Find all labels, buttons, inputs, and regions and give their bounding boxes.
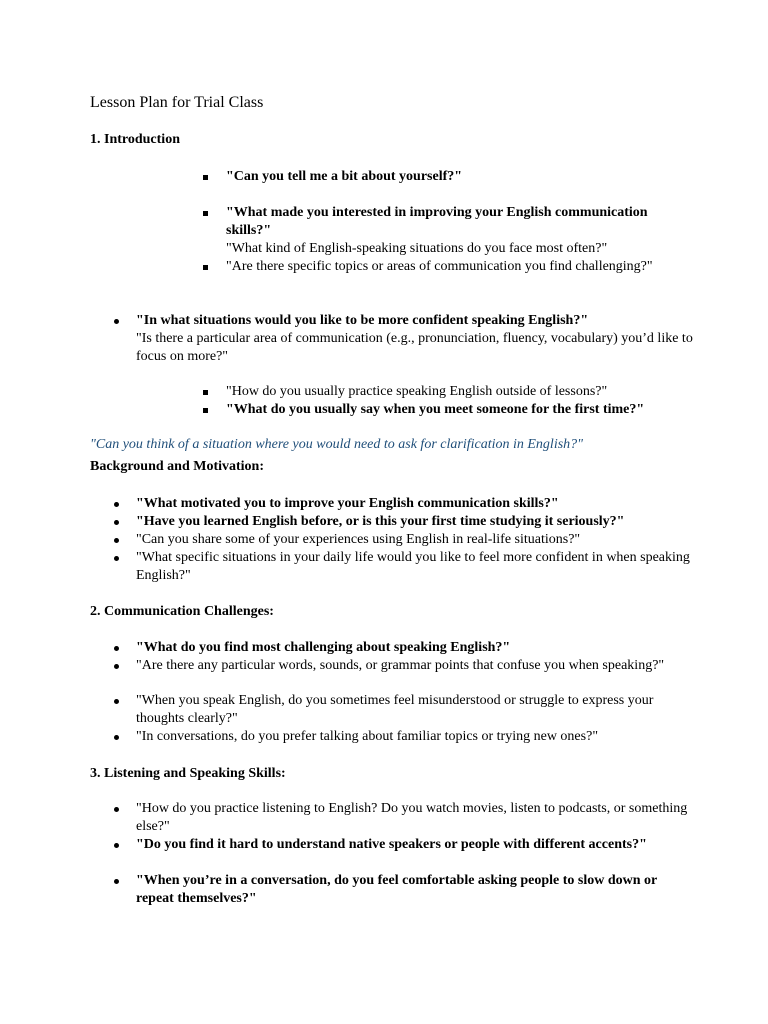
page-title: Lesson Plan for Trial Class: [90, 94, 264, 111]
list-item: "What specific situations in your daily life would you like to feel more confident in when speaking English?": [136, 549, 696, 585]
list-item: "Can you tell me a bit about yourself?": [226, 168, 696, 186]
clarification-question: "Can you think of a situation where you would need to ask for clarification in English?": [90, 437, 584, 452]
list-item: "How do you usually practice speaking English outside of lessons?": [226, 383, 696, 401]
section-heading-challenges: 2. Communication Challenges:: [90, 604, 274, 619]
list-item: "Can you share some of your experiences using English in real-life situations?": [136, 531, 696, 549]
list-item: "Do you find it hard to understand native speakers or people with different accents?": [136, 836, 696, 854]
list-item: "Have you learned English before, or is this your first time studying it seriously?": [136, 513, 696, 531]
list-item-text: "What made you interested in improving your English communication skills?": [226, 205, 648, 238]
list-item: "What do you usually say when you meet someone for the first time?": [226, 401, 696, 419]
section-heading-listening: 3. Listening and Speaking Skills:: [90, 766, 286, 781]
list-item: "How do you practice listening to English? Do you watch movies, listen to podcasts, or something else?": [136, 800, 696, 836]
list-item: "When you’re in a conversation, do you feel comfortable asking people to slow down or repeat themselves?": [136, 872, 696, 908]
list-item-text: "In what situations would you like to be more confident speaking English?": [136, 313, 589, 328]
list-item: "What motivated you to improve your English communication skills?": [136, 495, 696, 513]
list-item: "Are there specific topics or areas of communication you find challenging?": [226, 258, 696, 276]
list-item: "What do you find most challenging about speaking English?": [136, 639, 696, 657]
list-item: [136, 312, 696, 366]
list-item: "In conversations, do you prefer talking about familiar topics or trying new ones?": [136, 728, 696, 746]
list-item-subtext: "Is there a particular area of communication (e.g., pronunciation, fluency, vocabulary) you’d like to focus on more?": [136, 331, 693, 364]
section-heading-introduction: 1. Introduction: [90, 132, 180, 147]
section-heading-background: Background and Motivation:: [90, 459, 264, 474]
list-item: "When you speak English, do you sometimes feel misunderstood or struggle to express your thoughts clearly?": [136, 692, 696, 728]
list-item: [226, 204, 696, 258]
list-item: "Are there any particular words, sounds, or grammar points that confuse you when speaking?": [136, 657, 696, 675]
list-item-subtext: "What kind of English-speaking situations do you face most often?": [226, 241, 608, 256]
